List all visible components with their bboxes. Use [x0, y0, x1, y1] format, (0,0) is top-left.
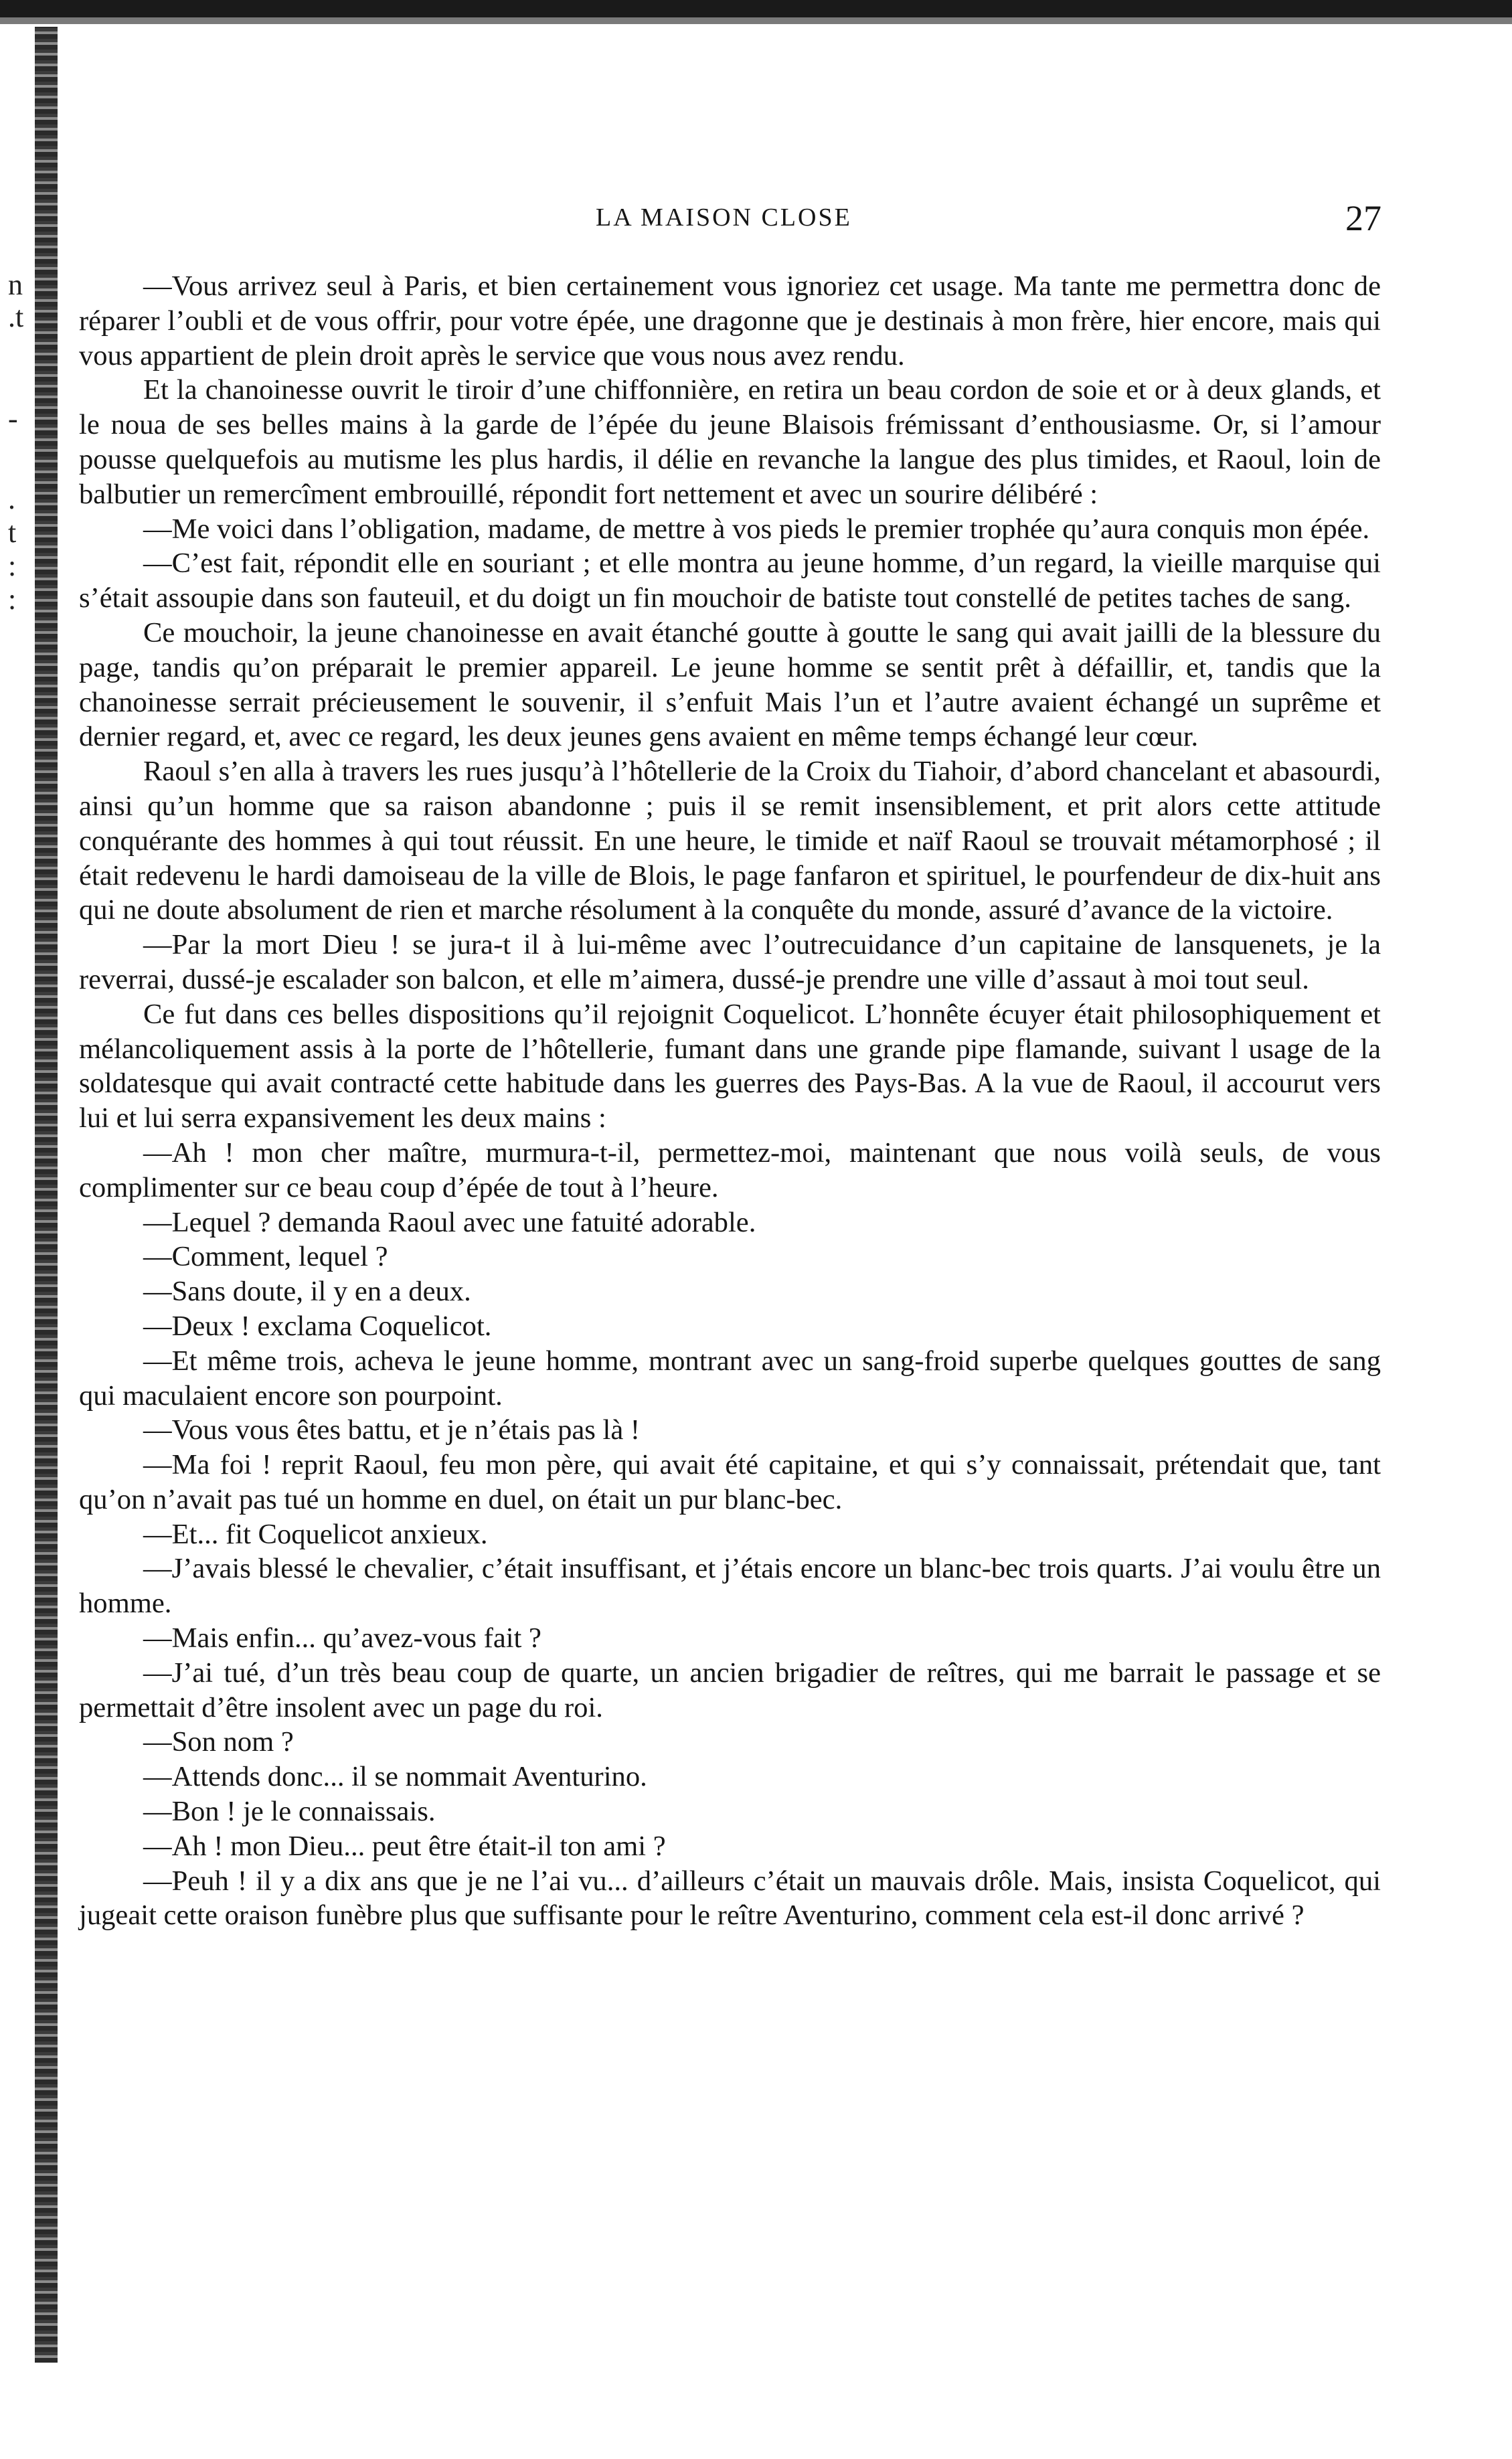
- paragraph: Ce mouchoir, la jeune chanoinesse en avait étanché goutte à goutte le sang qui avait jailli de la blessure du page, tandis qu’on préparait le premier appareil. Le jeune homme se sentit prêt à défaillir, et, tandis que la chanoinesse serrait précieusement le souvenir, il s’enfuit Mais l’un et l’autre avaient échangé un suprême et dernier regard, et, avec ce regard, les deux jeunes gens avaient en même temps échangé leur cœur.: [79, 616, 1381, 753]
- paragraph: —Ah ! mon Dieu... peut être était-il ton ami ?: [143, 1830, 666, 1862]
- margin-mark: :: [8, 549, 17, 582]
- margin-mark: .t: [8, 301, 24, 333]
- paragraph: —Ma foi ! reprit Raoul, feu mon père, qui avait été capitaine, et qui s’y connaissait, prétendait que, tant qu’on n’avait pas tué un homme en duel, on était un pur blanc-bec.: [79, 1449, 1381, 1515]
- paragraph: —Son nom ?: [143, 1726, 294, 1758]
- page-number: 27: [1345, 198, 1381, 238]
- paragraph: —Me voici dans l’obligation, madame, de mettre à vos pieds le premier trophée qu’aura conquis mon épée.: [143, 513, 1370, 545]
- margin-mark: t: [8, 516, 17, 549]
- paragraph: —Vous vous êtes battu, et je n’étais pas là !: [143, 1414, 641, 1446]
- paragraph: —Sans doute, il y en a deux.: [143, 1276, 471, 1308]
- paragraph: —Peuh ! il y a dix ans que je ne l’ai vu... d’ailleurs c’était un mauvais drôle. Mais, insista Coquelicot, qui jugeait cette oraison funèbre plus que suffisante pour le reître Aventurino, comment cela est-il donc arrivé ?: [79, 1865, 1381, 1932]
- paragraph: —Et même trois, acheva le jeune homme, montrant avec un sang-froid superbe quelques gouttes de sang qui maculaient encore son pourpoint.: [79, 1345, 1381, 1412]
- margin-mark: -: [8, 402, 18, 435]
- paragraph: —C’est fait, répondit elle en souriant ; et elle montra au jeune homme, d’un regard, la vieille marquise qui s’était assoupie dans son fauteuil, et du doigt un fin mouchoir de batiste tout constellé de petites taches de sang.: [79, 547, 1381, 614]
- paragraph: —Deux ! exclama Coquelicot.: [143, 1310, 492, 1342]
- paragraph: —Mais enfin... qu’avez-vous fait ?: [143, 1622, 541, 1655]
- paragraph: —Comment, lequel ?: [143, 1241, 388, 1273]
- margin-mark: n: [8, 268, 23, 301]
- paragraph: —J’ai tué, d’un très beau coup de quarte, un ancien brigadier de reîtres, qui me barrait le passage et se permettait d’être insolent avec un page du roi.: [79, 1657, 1381, 1723]
- binding-gutter: [35, 27, 58, 2363]
- paragraph: Et la chanoinesse ouvrit le tiroir d’une chiffonnière, en retira un beau cordon de soie et or à deux glands, et le noua de ses belles mains à la garde de l’épée du jeune Blaisois frémissant d’enthousiasme. Or, si l’amour pousse quelquefois au mutisme les plus hardis, il délie en revanche la langue des plus timides, et Raoul, loin de balbutier un remercîment embrouillé, répondit fort nettement et avec un sourire délibéré :: [79, 374, 1381, 510]
- paragraph: Raoul s’en alla à travers les rues jusqu’à l’hôtellerie de la Croix du Tiahoir, d’abord chancelant et abasourdi, ainsi qu’un homme que sa raison abandonne ; puis il se remit insensiblement, et prit alors cette attitude conquérante des hommes à qui tout réussit. En une heure, le timide et naïf Raoul se trouvait métamorphosé ; il était redevenu le hardi damoiseau de la ville de Blois, le page fanfaron et spirituel, le pourfendeur de dix-huit ans qui ne doute absolument de rien et marche résolument à la conquête du monde, assuré d’avance de la victoire.: [79, 756, 1381, 926]
- left-margin-fragments: [3, 268, 29, 870]
- paragraph: —Par la mort Dieu ! se jura-t il à lui-même avec l’outrecuidance d’un capitaine de lansquenets, je la reverrai, dussé-je escalader son balcon, et elle m’aimera, dussé-je prendre une ville d’assaut à moi tout seul.: [79, 929, 1381, 995]
- paragraph: —Bon ! je le connaissais.: [143, 1796, 436, 1828]
- running-title: LA MAISON CLOSE: [596, 203, 852, 232]
- margin-mark: :: [8, 583, 17, 616]
- running-header: [0, 197, 1512, 238]
- paragraph: —Lequel ? demanda Raoul avec une fatuité adorable.: [143, 1206, 756, 1238]
- paragraph: —Vous arrivez seul à Paris, et bien certainement vous ignoriez cet usage. Ma tante me permettra donc de réparer l’oubli et de vous offrir, pour votre épée, une dragonne que je destinais à mon frère, hier encore, mais qui vous appartient de plein droit après le service que vous nous avez rendu.: [79, 270, 1381, 371]
- paragraph: Ce fut dans ces belles dispositions qu’il rejoignit Coquelicot. L’honnête écuyer était philosophiquement et mélancoliquement assis à la porte de l’hôtellerie, fumant dans une grande pipe flamande, suivant l usage de la soldatesque qui avait contracté cette habitude dans les guerres des Pays-Bas. A la vue de Raoul, il accourut vers lui et lui serra expansivement les deux mains :: [79, 998, 1381, 1134]
- paragraph: —J’avais blessé le chevalier, c’était insuffisant, et j’étais encore un blanc-bec trois quarts. J’ai voulu être un homme.: [79, 1553, 1381, 1620]
- paragraph: —Ah ! mon cher maître, murmura-t-il, permettez-moi, maintenant que nous voilà seuls, de vous complimenter sur ce beau coup d’épée de tout à l’heure.: [79, 1136, 1381, 1203]
- margin-mark: .: [8, 483, 15, 515]
- paragraph: —Attends donc... il se nommait Aventurino.: [143, 1761, 647, 1793]
- page-top-edge: [0, 0, 1512, 17]
- paragraph: —Et... fit Coquelicot anxieux.: [143, 1518, 488, 1550]
- body-text: [79, 269, 1381, 1933]
